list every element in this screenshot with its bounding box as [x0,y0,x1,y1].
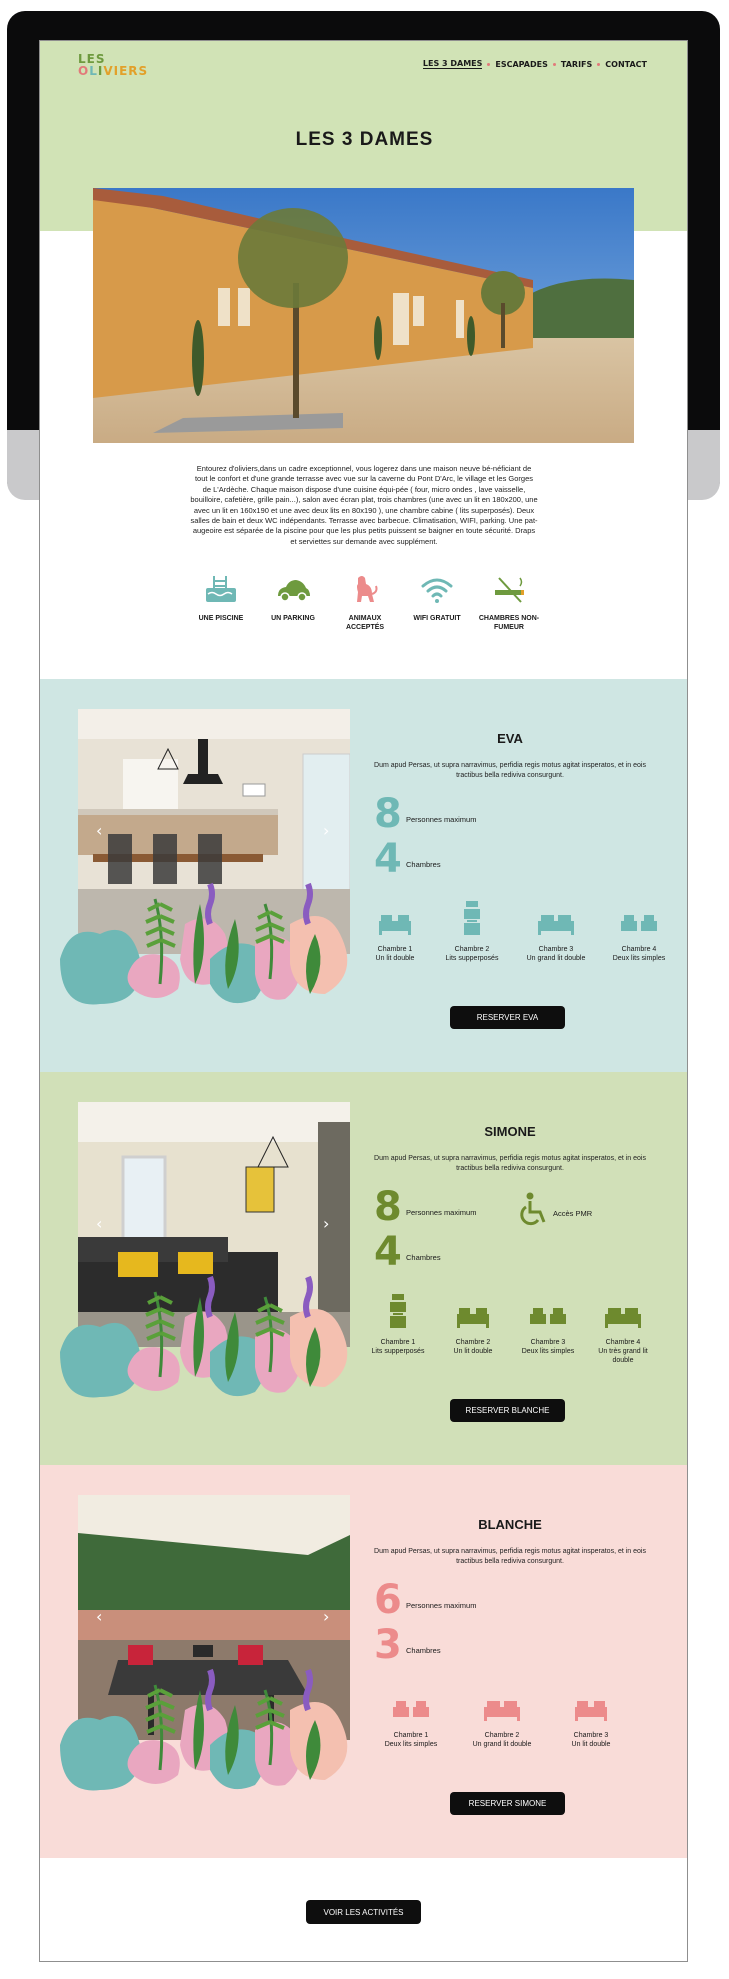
amenities-list [190,572,540,632]
reserve-simone-button[interactable]: RESERVER SIMONE [450,1792,565,1815]
carousel-next-button[interactable]: › [323,1214,330,1233]
bedroom-title: Chambre 4 [605,1339,641,1346]
bedroom-title: Chambre 2 [454,946,490,953]
carousel-next-button[interactable]: › [323,821,330,840]
bedroom-3 [512,1294,584,1365]
page-title: LES 3 DAMES [295,129,434,150]
bedroom-beds: Un grand lit double [472,1741,532,1748]
plant-illustration [60,1257,370,1407]
no-smoking-icon [490,572,528,606]
rooms-label: Chambres [406,860,441,869]
twin-beds-icon [528,1294,568,1332]
amenity-pool [190,572,252,632]
bedroom-3 [558,1687,624,1749]
carousel-next-button[interactable]: › [323,1607,330,1626]
nav-separator-dot [597,63,600,66]
bedroom-4 [590,1294,656,1365]
double-bed-icon [571,1687,611,1725]
persons-label: Personnes maximum [406,1601,477,1610]
bedrooms-list [362,1294,656,1365]
double-bed-icon [603,1294,643,1332]
double-bed-icon [375,901,415,939]
persons-label: Personnes maximum [406,1208,477,1217]
amenity-label: UN PARKING [271,615,315,622]
twin-beds-icon [619,901,659,939]
room-name: BLANCHE [478,1517,542,1532]
bedroom-1 [362,1294,434,1365]
website-page [39,40,688,1962]
dog-icon [346,572,384,606]
rooms-count: 4 [374,836,402,882]
logo-letter: VIERS [103,64,149,78]
rooms-label: Chambres [406,1646,441,1655]
nav-item-les-3-dames[interactable]: LES 3 DAMES [422,59,483,68]
room-description: Dum apud Persas, ut supra narravimus, perfidia regis motus agitat insperatos, et in eois tractibus bella rediviva consurgunt. [374,1155,646,1172]
bedroom-title: Chambre 3 [573,1732,609,1739]
bedroom-title: Chambre 1 [393,1732,429,1739]
reserve-blanche-button[interactable]: RESERVER BLANCHE [450,1399,565,1422]
twin-beds-icon [391,1687,431,1725]
main-nav [423,59,647,69]
room-section-blanche [40,1465,688,1858]
amenity-parking [262,572,324,632]
persons-count: 8 [374,1184,402,1230]
rooms-count: 4 [374,1229,402,1275]
bedroom-1 [362,901,428,963]
bedroom-beds: Un lit double [571,1741,611,1748]
bunk-bed-icon [452,901,492,939]
amenity-non-smoking [478,572,540,632]
bedroom-2 [440,1294,506,1365]
bedroom-beds: Deux lits simples [384,1741,438,1748]
bedroom-title: Chambre 3 [530,1339,566,1346]
double-bed-icon [536,901,576,939]
room-description: Dum apud Persas, ut supra narravimus, perfidia regis motus agitat insperatos, et in eois tractibus bella rediviva consurgunt. [374,1548,646,1565]
bedroom-title: Chambre 2 [455,1339,491,1346]
amenity-label: WIFI GRATUIT [413,615,461,622]
carousel-prev-button[interactable]: ‹ [96,821,103,840]
nav-item-contact[interactable]: CONTACT [605,59,647,69]
persons-count: 6 [374,1577,402,1623]
pmr-label: Accès PMR [553,1209,593,1218]
reserve-eva-button[interactable]: RESERVER EVA [450,1006,565,1029]
logo-letter: L [89,64,98,78]
bedroom-2 [462,1687,542,1749]
rooms-label: Chambres [406,1253,441,1262]
logo-letter: O [78,64,90,78]
bedroom-3 [516,901,596,963]
bedroom-1 [376,1687,446,1749]
bedroom-title: Chambre 2 [484,1732,520,1739]
room-section-eva [40,679,688,1072]
bedroom-title: Chambre 3 [538,946,574,953]
nav-separator-dot [487,63,490,66]
bedroom-beds: Un lit double [453,1348,493,1355]
amenity-label: UNE PISCINE [198,615,244,622]
house-photo [93,188,634,443]
nav-separator-dot [553,63,556,66]
bedroom-beds: Deux lits simples [612,955,666,962]
bedroom-beds: Lits supperposés [371,1348,425,1355]
bedroom-beds: Lits supperposés [445,955,499,962]
bedroom-title: Chambre 1 [380,1339,416,1346]
double-bed-icon [482,1687,522,1725]
persons-label: Personnes maximum [406,815,477,824]
bedroom-beds: Un très grand lit double [598,1348,648,1364]
plant-illustration [60,1650,370,1800]
carousel-prev-button[interactable]: ‹ [96,1214,103,1233]
bedrooms-list [362,901,674,963]
see-activities-button[interactable]: VOIR LES ACTIVITÉS [306,1900,421,1924]
amenity-pets [334,572,396,632]
room-name: EVA [497,731,523,746]
carousel-prev-button[interactable]: ‹ [96,1607,103,1626]
double-bed-icon [453,1294,493,1332]
nav-item-tarifs[interactable]: TARIFS [560,59,593,69]
bedroom-title: Chambre 1 [377,946,413,953]
bedrooms-list [376,1687,624,1749]
persons-count: 8 [374,791,402,837]
bunk-bed-icon [378,1294,418,1332]
wifi-icon [418,572,456,606]
logo-letter: I [97,64,104,78]
bedroom-beds: Un lit double [375,955,415,962]
bedroom-2 [436,901,508,963]
bedroom-beds: Deux lits simples [521,1348,575,1355]
logo-line-2 [78,65,148,77]
amenity-label: ANIMAUX ACCEPTÉS [345,615,385,631]
room-description: Dum apud Persas, ut supra narravimus, perfidia regis motus agitat insperatos, et in eois tractibus bella rediviva consurgunt. [374,762,646,779]
pool-icon [202,572,240,606]
intro-text: Entourez d'oliviers,dans un cadre exceptionnel, vous logerez dans une maison neuve bé-néficiant de tout le confort et d'une grande terrasse avec vue sur la caverne du Pont D'Arc, le village et les Gorges de L'Ardèche. Chaque maison dispose d'une cuisine équi-pée ( four, micro ondes , lave vaisselle, bouilloire, cafetière, grille pain...), salon avec écran plat, trois chambres (une avec un lit en 180x200, une avec un lit en 160x190 et une avec deux lits en 80x190 ), une chambre cabine ( lits superposés). Deux salles de bain et deux WC indépendants. Terrasse avec barbecue. Climatisation, WIFI, parking. Une pat-augeoire est séparée de la piscine pour que les plus petits puissent se baigner en toute sécurité. Draps et serviettes sur demande avec supplément. [190,464,538,546]
amenity-wifi [406,572,468,632]
logo-line-1: LES [78,52,106,66]
nav-item-escapades[interactable]: ESCAPADES [495,59,548,69]
rooms-count: 3 [374,1622,402,1668]
wheelchair-icon [518,1192,548,1226]
bedroom-4 [604,901,674,963]
room-name: SIMONE [484,1124,536,1139]
bedroom-beds: Un grand lit double [526,955,586,962]
plant-illustration [60,864,370,1014]
site-logo[interactable] [78,53,148,77]
room-section-simone [40,1072,688,1465]
amenity-label: CHAMBRES NON-FUMEUR [478,615,540,631]
bedroom-title: Chambre 4 [621,946,657,953]
car-icon [274,572,312,606]
